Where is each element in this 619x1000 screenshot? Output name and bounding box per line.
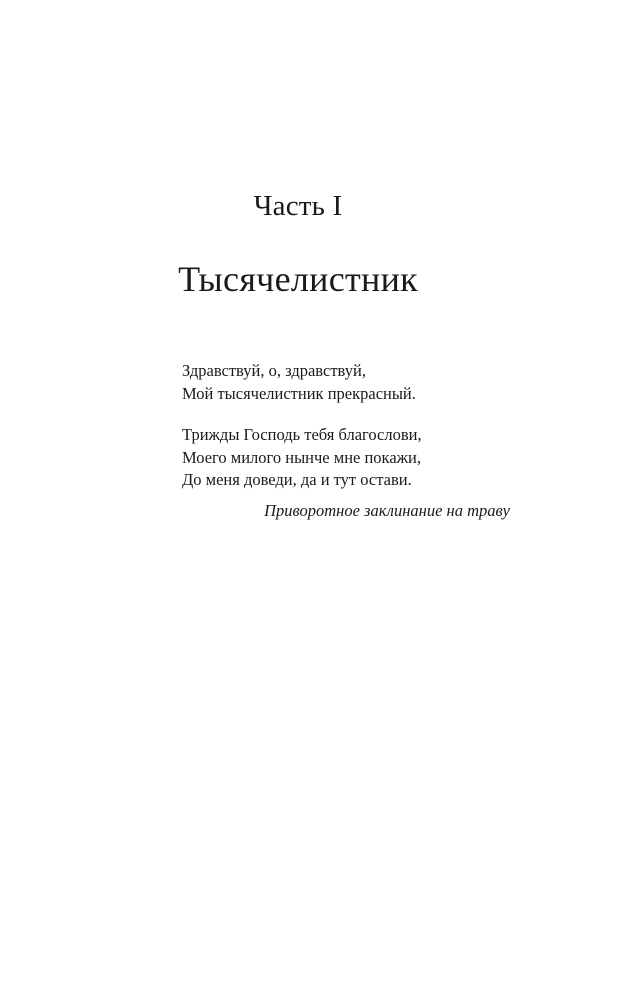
- verse-line: Мой тысячелистник прекрасный.: [182, 383, 416, 403]
- verse-line: До меня доведи, да и тут остави.: [182, 470, 412, 489]
- verse-line: Здравствуй, о, здравствуй,: [182, 361, 366, 380]
- epigraph-stanza: [182, 424, 512, 492]
- epigraph-attribution: Приворотное заклинание на траву: [264, 501, 510, 520]
- epigraph-stanza: [182, 360, 512, 405]
- part-title: Тысячелистник: [178, 259, 418, 299]
- verse-line: Трижды Господь тебя благослови,: [182, 425, 422, 444]
- epigraph: [182, 360, 512, 492]
- verse-line: Моего милого нынче мне покажи,: [182, 447, 421, 467]
- part-label: Часть I: [253, 190, 343, 222]
